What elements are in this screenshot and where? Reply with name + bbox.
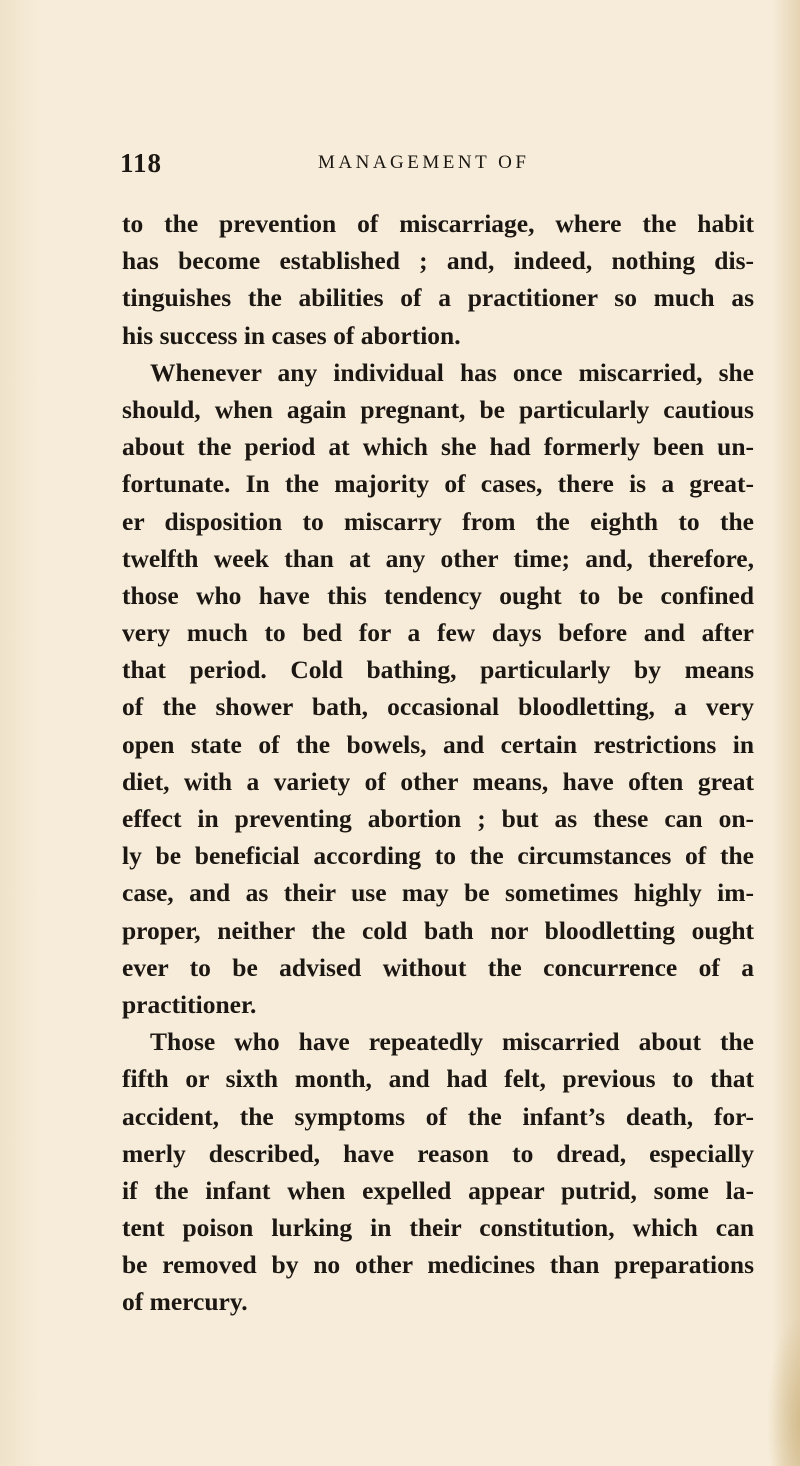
text-line: those who have this tendency ought to be confined: [122, 580, 754, 610]
text-line: proper, neither the cold bath nor bloodletting ought: [122, 915, 754, 945]
text-line: that period. Cold bathing, particularly by means: [122, 655, 754, 685]
text-line: be removed by no other medicines than preparations: [122, 1250, 754, 1280]
running-head: MANAGEMENT OF: [318, 152, 530, 173]
text-line: effect in preventing abortion ; but as these can on-: [122, 804, 754, 833]
text-line: Whenever any individual has once miscarried, she: [150, 357, 754, 387]
text-line: very much to bed for a few days before and after: [122, 618, 754, 648]
text-line: of the shower bath, occasional bloodletting, a very: [122, 692, 754, 722]
text-line: Those who have repeatedly miscarried about the: [150, 1027, 754, 1057]
page-edge-stain: [766, 1316, 800, 1466]
text-line: fortunate. In the majority of cases, there is a great-: [122, 469, 754, 499]
text-line: accident, the symptoms of the infant’s death, for-: [122, 1101, 754, 1131]
text-line: ly be beneficial according to the circumstances of the: [122, 841, 754, 871]
text-line: has become established ; and, indeed, nothing dis-: [122, 246, 754, 276]
text-line: his success in cases of abortion.: [122, 320, 461, 350]
text-line: to the prevention of miscarriage, where the habit: [122, 209, 754, 238]
text-line: of mercury.: [122, 1287, 248, 1317]
text-line: if the infant when expelled appear putrid, some la-: [122, 1175, 754, 1205]
text-line: er disposition to miscarry from the eighth to the: [122, 506, 754, 536]
text-line: twelfth week than at any other time; and, therefore,: [122, 543, 754, 573]
text-line: open state of the bowels, and certain restrictions in: [122, 729, 754, 759]
page-number: 118: [120, 148, 163, 178]
text-line: about the period at which she had formerly been un-: [122, 432, 754, 462]
text-line: case, and as their use may be sometimes highly im-: [122, 878, 754, 908]
text-line: merly described, have reason to dread, especially: [122, 1138, 754, 1168]
page-header: [120, 148, 760, 178]
text-line: ever to be advised without the concurrence of a: [122, 952, 754, 982]
text-line: tent poison lurking in their constitution, which can: [122, 1213, 754, 1243]
text-line: tinguishes the abilities of a practitioner so much as: [122, 283, 754, 313]
text-line: should, when again pregnant, be particularly cautious: [122, 394, 754, 424]
text-line: diet, with a variety of other means, have often great: [122, 766, 754, 796]
text-line: practitioner.: [122, 989, 257, 1019]
body-text: [122, 205, 754, 1321]
text-line: fifth or sixth month, and had felt, previous to that: [122, 1064, 754, 1094]
